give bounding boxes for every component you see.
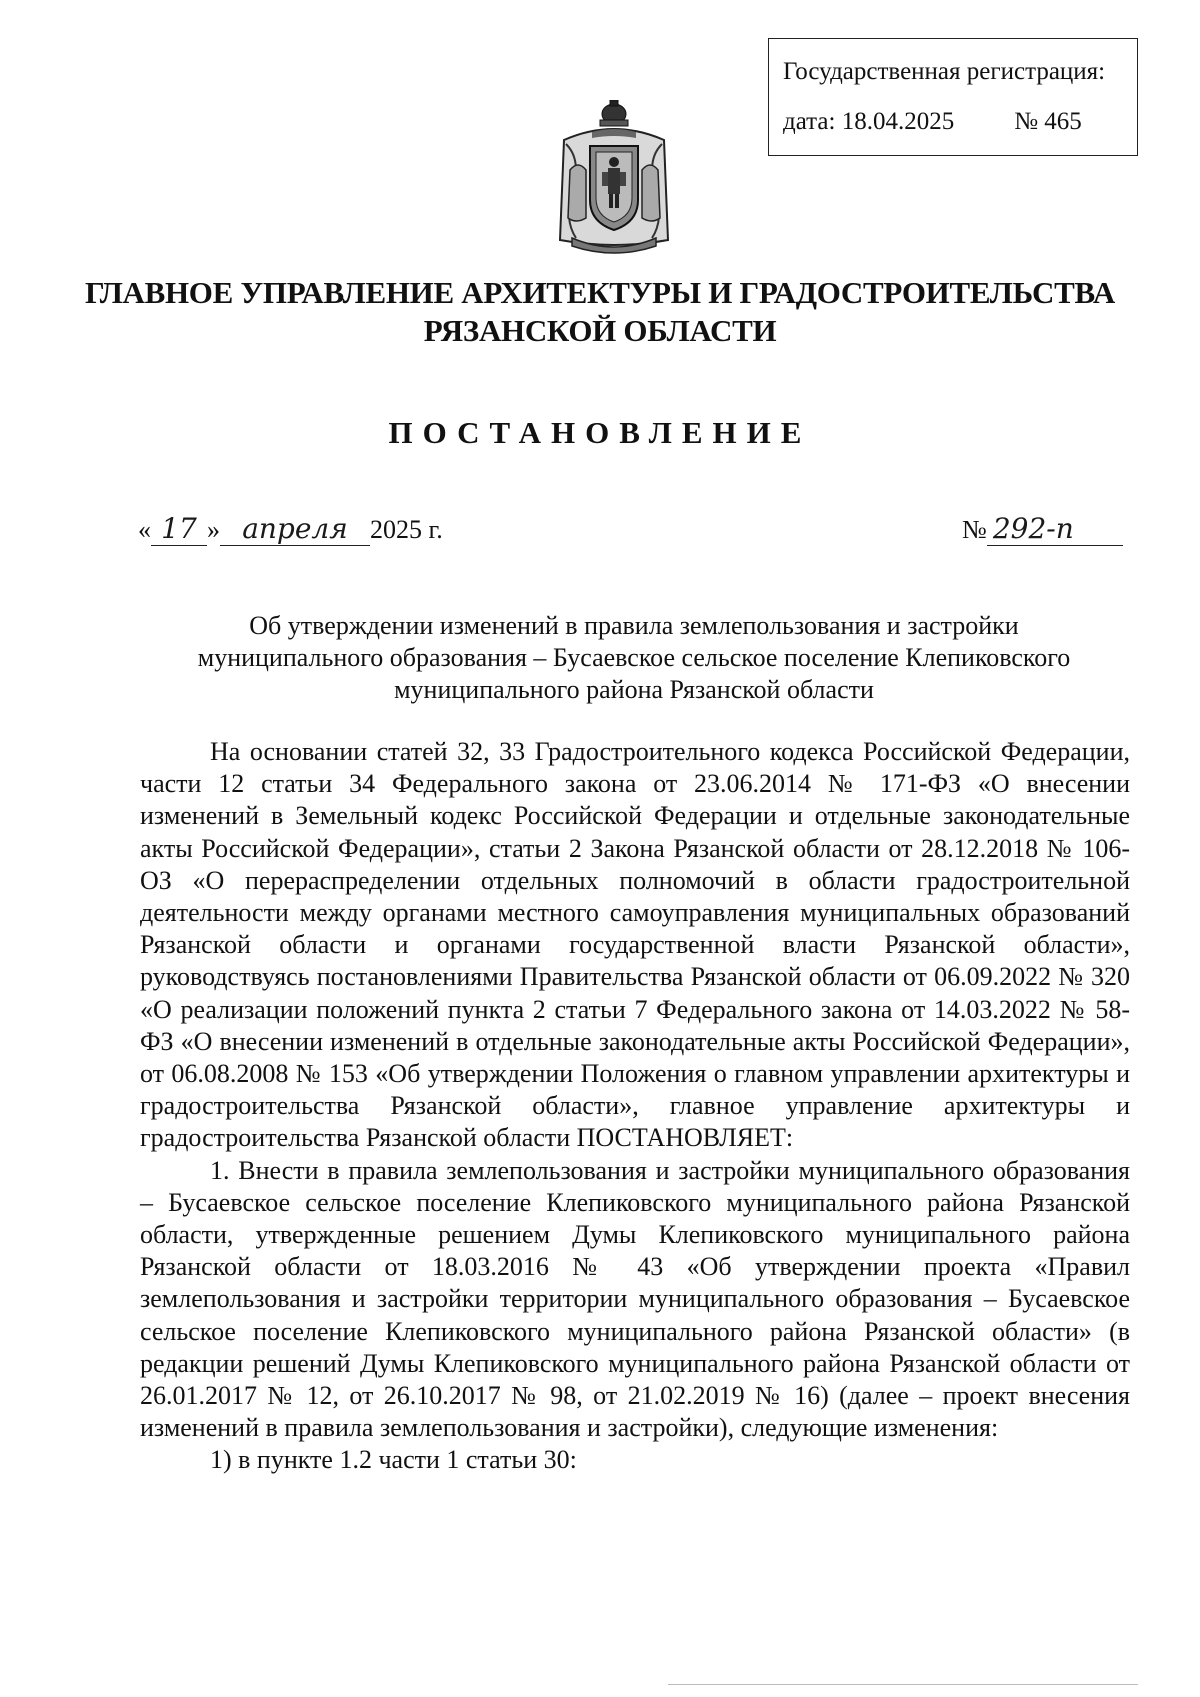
- date-year: 2025 г.: [370, 515, 443, 544]
- item-1-paragraph: 1. Внести в правила землепользования и застройки муниципального образования – Бусаевское сельское поселение Клепиковского муниципального района Рязанской области, утвержденные решением Думы Клепиковского муниципального района Рязанской области от 18.03.2016 № 43 «Об утверждении проекта «Правил землепользования и застройки территории муниципального образования – Бусаевское сельское поселение Клепиковского муниципального района Рязанской области» (в редакции решений Думы Клепиковского муниципального района Рязанской области от 26.01.2017 № 12, от 26.10.2017 № 98, от 21.02.2019 № 16) (далее – проект внесения изменений в правила землепользования и застройки), следующие изменения:: [140, 1155, 1130, 1443]
- organization-line-2: РЯЗАНСКОЙ ОБЛАСТИ: [423, 313, 777, 348]
- document-type-heading: ПОСТАНОВЛЕНИЕ: [388, 415, 812, 450]
- document-subject: [138, 610, 1130, 706]
- date-day-handwritten: 17: [151, 512, 207, 546]
- date-close-quote: »: [207, 515, 220, 544]
- subject-line-3: муниципального района Рязанской области: [394, 675, 874, 704]
- document-body: [140, 736, 1130, 1477]
- subitem-1-paragraph: 1) в пункте 1.2 части 1 статьи 30:: [210, 1445, 577, 1475]
- number-label: №: [962, 515, 987, 544]
- registration-date: дата: 18.04.2025: [783, 108, 955, 135]
- date-month-handwritten: апреля: [220, 512, 370, 546]
- date-open-quote: «: [138, 515, 151, 544]
- subject-line-2: муниципального образования – Бусаевское сельское поселение Клепиковского: [197, 643, 1071, 672]
- number-value-handwritten: 292-п: [987, 512, 1123, 546]
- preamble-paragraph: На основании статей 32, 33 Градостроительного кодекса Российской Федерации, части 12 статьи 34 Федерального закона от 23.06.2014 № 171-ФЗ «О внесении изменений в Земельный кодекс Российской Федерации и отдельные законодательные акты Российской Федерации», статьи 2 Закона Рязанской области от 28.12.2018 № 106-ОЗ «О перераспределении отдельных полномочий в области градостроительной деятельности между органами местного самоуправления муниципальных образований Рязанской области и органами государственной власти Рязанской области», руководствуясь постановлениями Правительства Рязанской области от 06.09.2022 № 320 «О реализации положений пункта 2 статьи 7 Федерального закона от 14.03.2022 № 58-ФЗ «О внесении изменений в отдельные законодательные акты Российской Федерации», от 06.08.2008 № 153 «Об утверждении Положения о главном управлении архитектуры и градостроительства Рязанской области», главное управление архитектуры и градостроительства Рязанской области ПОСТАНОВЛЯЕТ:: [140, 737, 1130, 1153]
- subject-line-1: Об утверждении изменений в правила землепользования и застройки: [249, 611, 1019, 640]
- document-number: [962, 512, 1123, 546]
- registration-title: Государственная регистрация:: [783, 58, 1106, 85]
- registration-details: [783, 107, 1137, 137]
- registration-number: № 465: [1014, 108, 1082, 135]
- registration-stamp: [768, 38, 1138, 156]
- page-bottom-divider: [668, 1684, 1138, 1685]
- organization-name: [0, 274, 1200, 350]
- document-date: [138, 512, 443, 546]
- ryazan-coat-of-arms-icon: [552, 100, 676, 260]
- organization-line-1: ГЛАВНОЕ УПРАВЛЕНИЕ АРХИТЕКТУРЫ И ГРАДОСТРОИТЕЛЬСТВА: [84, 275, 1115, 310]
